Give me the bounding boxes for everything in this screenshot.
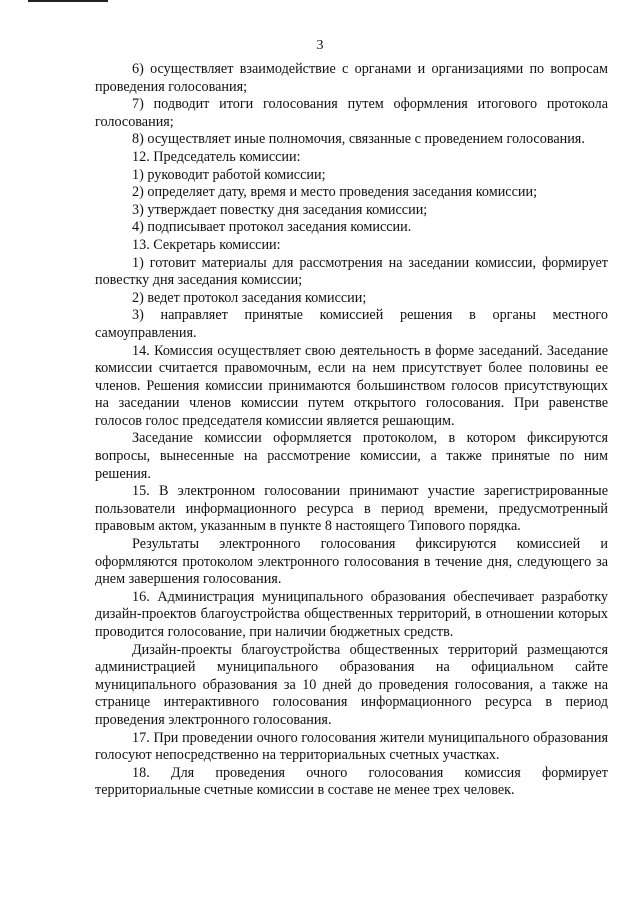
paragraph: 4) подписывает протокол заседания комиссии. (132, 219, 412, 236)
paragraph: 1) руководит работой комиссии; (132, 166, 326, 183)
paragraph: 1) готовит материалы для рассмотрения на заседании комиссии, формирует повестку дня заседания комиссии; (95, 254, 608, 289)
paragraph: 3) утверждает повестку дня заседания комиссии; (132, 201, 428, 218)
paragraph: 17. При проведении очного голосования жители муниципального образования голосуют непосредственно на территориальных счетных участках. (95, 729, 608, 764)
paragraph: 16. Администрация муниципального образования обеспечивает разработку дизайн-проектов благоустройства общественных территорий, в отношении которых проводится голосование, при наличии бюджетных средств. (95, 588, 608, 640)
paragraph: Результаты электронного голосования фиксируются комиссией и оформляются протоколом электронного голосования в течение дня, следующего за днем завершения голосования. (95, 536, 608, 588)
paragraph: 2) ведет протокол заседания комиссии; (132, 289, 367, 306)
paragraph: 2) определяет дату, время и место проведения заседания комиссии; (132, 184, 538, 201)
page-number: 3 (316, 38, 324, 53)
paragraph: 8) осуществляет иные полномочия, связанные с проведением голосования. (132, 131, 585, 148)
paragraph: 12. Председатель комиссии: (132, 148, 301, 165)
paragraph: 15. В электронном голосовании принимают участие зарегистрированные пользователи информационного ресурса в период времени, предусмотренный правовым актом, указанным в пункте 8 настоящего Типового порядка. (95, 483, 608, 535)
paragraph: Дизайн-проекты благоустройства общественных территорий размещаются администрацией муниципального образования на официальном сайте муниципального образования за 10 дней до проведения голосования, а также на странице интерактивного голосования информационного ресурса в период проведения электронного голосования. (95, 641, 608, 728)
paragraph: 13. Секретарь комиссии: (132, 236, 281, 253)
header-rule (28, 0, 108, 2)
paragraph: Заседание комиссии оформляется протоколом, в котором фиксируются вопросы, вынесенные на рассмотрение комиссии, а также принятые по ним решения. (95, 430, 608, 482)
paragraph: 6) осуществляет взаимодействие с органами и организациями по вопросам проведения голосования; (95, 61, 608, 95)
paragraph: 7) подводит итоги голосования путем оформления итогового протокола голосования; (95, 96, 608, 130)
paragraph: 18. Для проведения очного голосования комиссия формирует территориальные счетные комиссии в составе не менее трех человек. (95, 764, 608, 799)
document-body (95, 61, 608, 800)
paragraph: 3) направляет принятые комиссией решения в органы местного самоуправления. (95, 307, 608, 341)
paragraph: 14. Комиссия осуществляет свою деятельность в форме заседаний. Заседание комиссии считается правомочным, если на нем присутствует более половины ее членов. Решения комиссии принимаются большинством голосов присутствующих на заседании членов комиссии путем открытого голосования. При равенстве голосов голос председателя комиссии является решающим. (95, 342, 608, 429)
